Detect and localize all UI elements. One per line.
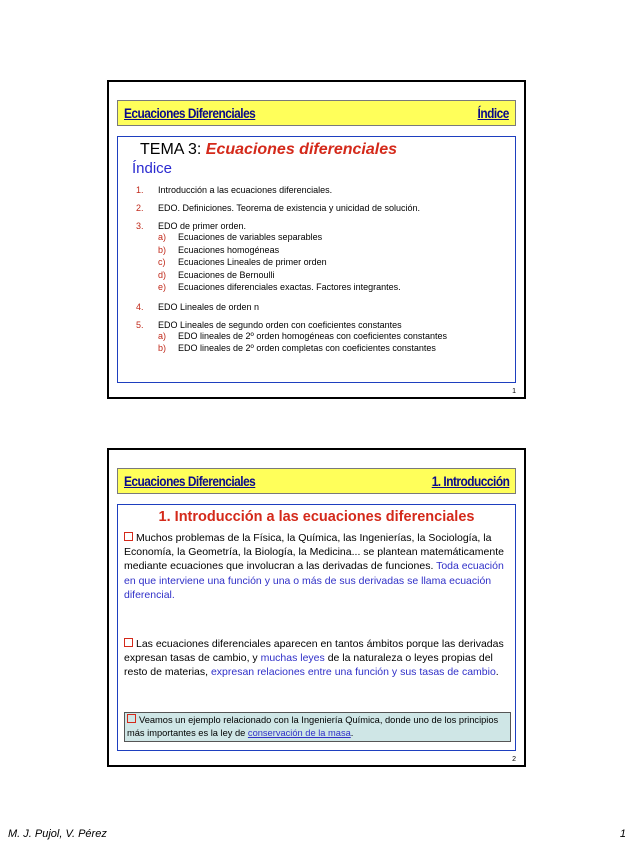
slide-page-number: 2: [512, 756, 516, 763]
slide-header: [117, 468, 516, 494]
toc-subentry: [158, 231, 509, 244]
header-course-title: Ecuaciones Diferenciales: [124, 473, 256, 489]
slide-content: [117, 504, 516, 751]
toc-subentry: [158, 244, 509, 257]
toc-subnumber: b): [158, 244, 167, 255]
toc-number: 1.: [136, 185, 144, 195]
highlight-text: expresan relaciones entre una función y sus tasas de cambio: [210, 666, 496, 679]
toc-entry: [136, 185, 509, 195]
index-heading: Índice: [132, 160, 173, 177]
checkbox-bullet-icon: [124, 638, 133, 647]
toc-subnumber: b): [158, 343, 167, 353]
toc-subtext: Ecuaciones de variables separables: [178, 232, 323, 242]
toc-number: 3.: [136, 221, 144, 231]
toc-subtext: Ecuaciones diferenciales exactas. Factores integrantes.: [178, 282, 401, 292]
toc-text: EDO Lineales de orden n: [158, 301, 260, 312]
toc-subentry: [158, 330, 509, 343]
toc-subnumber: c): [158, 257, 166, 267]
conservation-link[interactable]: conservación de la masa: [247, 728, 351, 738]
toc-subnumber: e): [158, 282, 167, 292]
header-section-title: Índice: [477, 105, 509, 121]
paragraph-reasons: [124, 637, 511, 680]
paragraph-text: de la naturaleza o leyes propias del resto de materias,: [124, 652, 493, 679]
header-section-title: 1. Introducción: [431, 473, 509, 489]
toc-number: 5.: [136, 319, 144, 330]
footer-page-number: 1: [619, 828, 626, 840]
toc-subtext: Ecuaciones Lineales de primer orden: [178, 257, 327, 267]
toc-subtext: EDO lineales de 2º orden completas con coeficientes constantes: [178, 343, 436, 353]
topic-title: [140, 141, 397, 159]
checkbox-bullet-icon: [124, 532, 133, 541]
toc-entry: [136, 320, 509, 355]
slide-content: [117, 136, 516, 383]
paragraph-text: .: [495, 666, 499, 679]
toc-subentry: [158, 342, 509, 355]
slide-introduccion: [107, 448, 526, 767]
toc-subtext: Ecuaciones de Bernoulli: [178, 269, 275, 280]
toc-subtext: Ecuaciones homogéneas: [178, 244, 280, 255]
slide-indice: [107, 80, 526, 399]
toc-subnumber: a): [158, 232, 167, 242]
toc-number: 4.: [136, 301, 144, 312]
example-note: [124, 712, 511, 742]
checkbox-bullet-icon: [127, 714, 136, 723]
note-text: Veamos un ejemplo relacionado con la Ingeniería Química, donde uno de los principios más importantes es la ley de: [127, 715, 499, 738]
paragraph-text: Las ecuaciones diferenciales aparecen en tantos ámbitos porque las derivadas expresan tasas de cambio, y: [124, 638, 504, 665]
toc-entry: [136, 203, 509, 213]
note-text: .: [350, 728, 354, 738]
toc-subentry: [158, 256, 509, 269]
toc-entry: [136, 221, 509, 294]
slide-page-number: 1: [512, 388, 516, 395]
toc-number: 2.: [136, 203, 144, 213]
header-course-title: Ecuaciones Diferenciales: [124, 105, 256, 121]
definition-text: Toda ecuación en que interviene una función y una o más de sus derivadas se llama ecuación diferencial.: [124, 560, 504, 601]
toc-text: Introducción a las ecuaciones diferenciales.: [158, 185, 333, 195]
toc-subentry: [158, 269, 509, 282]
paragraph-intro: [124, 531, 511, 602]
highlight-text: muchas leyes: [260, 652, 325, 665]
toc-subnumber: d): [158, 269, 167, 280]
topic-prefix: TEMA 3:: [140, 141, 206, 158]
section-title: 1. Introducción a las ecuaciones diferenciales: [158, 509, 475, 525]
toc-subnumber: a): [158, 330, 167, 341]
slide-header: [117, 100, 516, 126]
table-of-contents: [136, 185, 509, 363]
paragraph-text: Muchos problemas de la Física, la Química, las Ingenierías, la Sociología, la Economía, la Geometría, la Biología, la Medicina... se plantean matemáticamente mediante ecuaciones que involucran a las derivadas de funciones.: [124, 532, 504, 573]
toc-subtext: EDO lineales de 2º orden homogéneas con coeficientes constantes: [178, 330, 447, 341]
toc-text: EDO de primer orden.: [158, 221, 247, 231]
toc-text: EDO. Definiciones. Teorema de existencia y unicidad de solución.: [158, 203, 420, 213]
toc-entry: [136, 302, 509, 312]
footer-authors: M. J. Pujol, V. Pérez: [8, 828, 107, 840]
topic-name: Ecuaciones diferenciales: [205, 141, 397, 158]
toc-text: EDO Lineales de segundo orden con coeficientes constantes: [158, 319, 402, 330]
toc-subentry: [158, 281, 509, 294]
